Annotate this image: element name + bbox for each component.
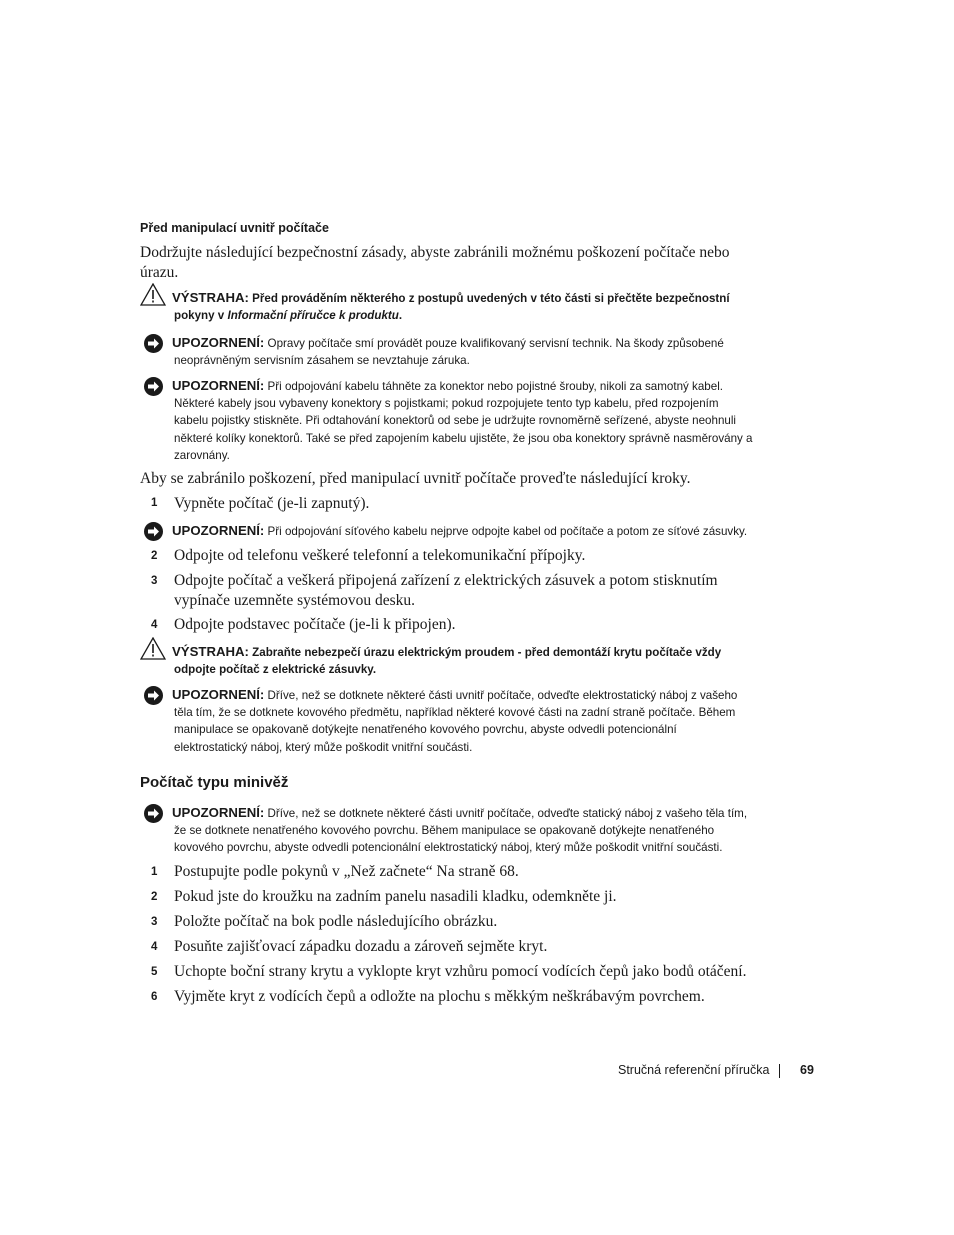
steps-intro: Aby se zabránilo poškození, před manipulací uvnitř počítače proveďte následující kroky. (140, 470, 691, 487)
step-text: Posuňte zajišťovací západku dozadu a zároveň sejměte kryt. (174, 938, 548, 955)
step-text: Pokud jste do kroužku na zadním panelu nasadili kladku, odemkněte ji. (174, 888, 617, 905)
step-text: Odpojte od telefonu veškeré telefonní a telekomunikační přípojky. (174, 547, 586, 564)
notice-arrow-icon (144, 804, 163, 823)
notice-2-line-1: Při odpojování kabelu táhněte za konektor nebo pojistné šrouby, nikoli za samotný kabel. (267, 380, 723, 393)
notice-label: UPOZORNENÍ: (172, 378, 265, 393)
notice-4-line-3: manipulace se opakovaně dotýkejte nenatřeného kovového povrchu, abyste odvedli potencionální (174, 723, 677, 737)
notice-5-line-2: že se dotknete nenatřeného kovového povrchu. Během manipulace se opakovaně dotýkejte nenatřeného (174, 824, 715, 838)
intro-paragraph (140, 243, 780, 283)
notice-2-line-4: některé kolíky konektorů. Také se před zapojením kabelu ujistěte, že jsou oba konektory správně nasměrovány a (174, 431, 753, 445)
step-text: Vyjměte kryt z vodících čepů a odložte na plochu s měkkým neškrábavým povrchem. (174, 988, 705, 1005)
footer-separator (779, 1064, 780, 1078)
notice-label: UPOZORNENÍ: (172, 805, 265, 820)
intro-line-1: Dodržujte následující bezpečnostní zásady, abyste zabránili možnému poškození počítače nebo (140, 244, 730, 261)
step-number: 2 (151, 550, 158, 562)
section-heading: Před manipulací uvnitř počítače (140, 221, 329, 235)
step-number: 4 (151, 619, 158, 631)
warning-2 (172, 643, 772, 678)
step-number: 5 (151, 966, 158, 978)
step-text: Odpojte podstavec počítače (je-li k připojen). (174, 616, 456, 633)
warning-1-text-b: pokyny v (174, 309, 228, 323)
notice-label: UPOZORNENÍ: (172, 335, 265, 350)
warning-1-text-end: . (398, 309, 403, 323)
notice-1 (172, 334, 772, 369)
notice-5 (172, 804, 772, 857)
notice-3-line-1: Při odpojování síťového kabelu nejprve odpojte kabel od počítače a potom ze síťové zásuvky. (267, 525, 748, 538)
notice-2-line-2: Některé kabely jsou vybaveny konektory s pojistkami; pokud rozpojujete tento typ kabelu, před rozpojením (174, 397, 719, 411)
step-text: Vypněte počítač (je-li zapnutý). (174, 495, 370, 512)
warning-1-italic: Informační příručce k produktu (227, 309, 399, 323)
warning-label: VÝSTRAHA: (172, 644, 249, 659)
warning-triangle-icon (140, 637, 166, 660)
step-number: 2 (151, 891, 158, 903)
warning-label: VÝSTRAHA: (172, 290, 249, 305)
notice-1-line-2: neoprávněným servisním zásahem se nevztahuje záruka. (174, 354, 470, 368)
warning-2-line-1: Zabraňte nebezpečí úrazu elektrickým proudem - před demontáží krytu počítače vždy (252, 646, 722, 659)
notice-4-line-2: těla tím, že se dotknete kovového předmětu, například některé kovové části na zadní straně počítače. Během (174, 706, 736, 720)
notice-label: UPOZORNENÍ: (172, 523, 265, 538)
step-number: 1 (151, 866, 158, 878)
step-number: 6 (151, 991, 158, 1003)
notice-4-line-1: Dříve, než se dotknete některé části uvnitř počítače, odveďte elektrostatický náboj z vašeho (267, 689, 738, 702)
notice-4 (172, 686, 772, 756)
warning-triangle-icon (140, 283, 166, 306)
notice-4-line-4: elektrostatický náboj, který může poškodit vnitřní součásti. (174, 740, 473, 754)
notice-arrow-icon (144, 686, 163, 705)
step-3-line-2: vypínače uzemněte systémovou desku. (174, 592, 416, 609)
intro-line-2: úrazu. (140, 264, 179, 281)
notice-2-line-3: kabelu pojistky stiskněte. Při odtahování konektorů od sebe je udržujte rovnoměrně seřízené, abyste neohnuli (174, 414, 736, 428)
step-text: Položte počítač na bok podle následujícího obrázku. (174, 913, 498, 930)
notice-2-line-5: zarovnány. (174, 448, 230, 462)
step-text: Postupujte podle pokynů v „Než začnete“ Na straně 68. (174, 863, 519, 880)
step-text (174, 571, 718, 611)
notice-3 (172, 522, 772, 540)
warning-1-text-a: Před prováděním některého z postupů uvedených v této části si přečtěte bezpečnostní (252, 292, 730, 305)
notice-arrow-icon (144, 334, 163, 353)
notice-2 (172, 377, 772, 464)
step-number: 1 (151, 497, 158, 509)
step-number: 4 (151, 941, 158, 953)
step-text: Uchopte boční strany krytu a vyklopte kryt vzhůru pomocí vodících čepů jako bodů otáčení. (174, 963, 747, 980)
page-number: 69 (800, 1063, 814, 1077)
notice-5-line-1: Dříve, než se dotknete některé části uvnitř počítače, odveďte statický náboj z vašeho těla tím, (267, 807, 748, 820)
subsection-heading: Počítač typu minivěž (140, 774, 289, 791)
warning-1 (172, 289, 772, 324)
footer-title: Stručná referenční příručka (618, 1063, 770, 1077)
notice-5-line-3: kovového povrchu, abyste odvedli potencionální elektrostatický náboj, který může poškodit vnitřní součásti. (174, 841, 723, 855)
notice-arrow-icon (144, 377, 163, 396)
step-3-line-1: Odpojte počítač a veškerá připojená zařízení z elektrických zásuvek a potom stisknutím (174, 572, 718, 589)
warning-2-line-2: odpojte počítač z elektrické zásuvky. (174, 663, 377, 677)
step-number: 3 (151, 916, 158, 928)
step-number: 3 (151, 575, 158, 587)
notice-arrow-icon (144, 522, 163, 541)
notice-1-line-1: Opravy počítače smí provádět pouze kvalifikovaný servisní technik. Na škody způsobené (267, 337, 724, 350)
notice-label: UPOZORNENÍ: (172, 687, 265, 702)
